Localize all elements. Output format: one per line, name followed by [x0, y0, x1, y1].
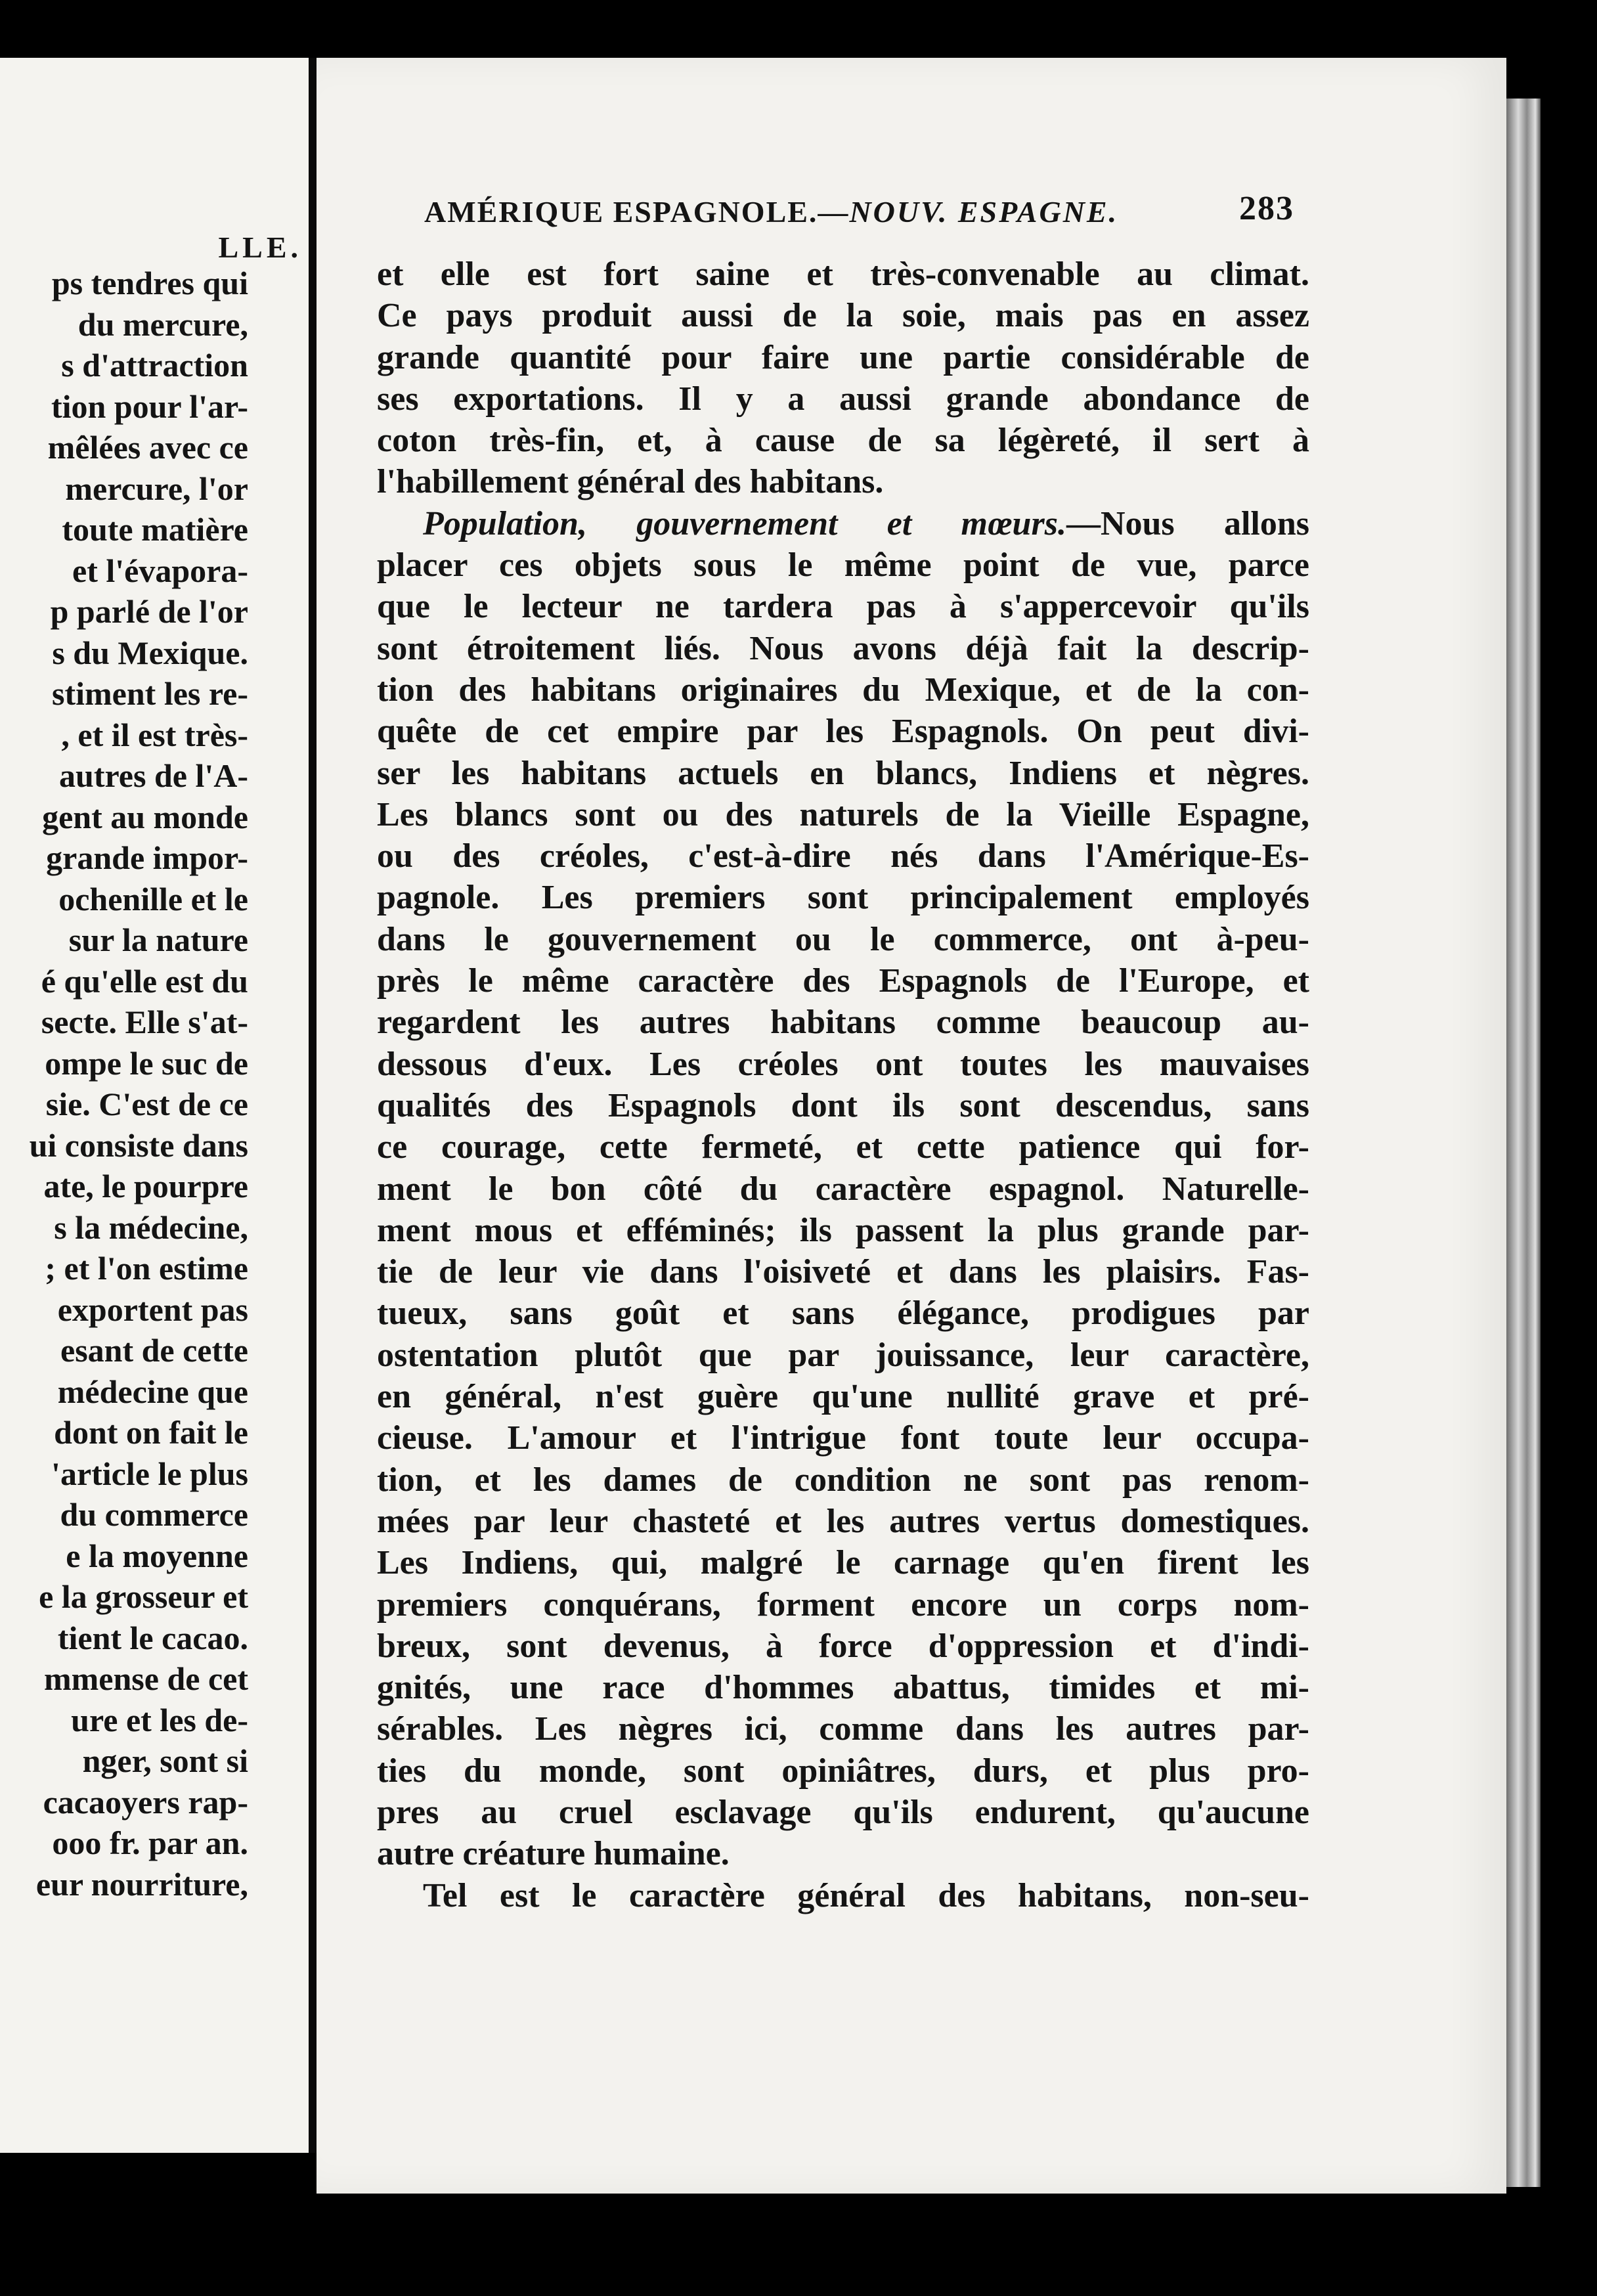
text-line: du commerce: [60, 1496, 248, 1533]
text-line: s la médecine,: [54, 1208, 248, 1246]
text-line: coton très-fin, et, à cause de sa légèreté, il sert à: [377, 422, 1309, 460]
text-line: ooo fr. par an.: [52, 1824, 248, 1861]
page-number: 283: [1239, 190, 1294, 227]
text-line: autres de l'A-: [59, 757, 248, 794]
text-line: eur nourriture,: [35, 1865, 248, 1903]
text-line: é qu'elle est du: [41, 962, 248, 1000]
text-line: ses exportations. Il y a aussi grande abondance de: [377, 380, 1309, 418]
text-line: premiers conquérans, forment encore un corps nom-: [377, 1585, 1309, 1623]
text-line: dans le gouvernement ou le commerce, ont à-peu-: [377, 920, 1309, 958]
text-line: exportent pas: [57, 1291, 248, 1328]
text-line: ochenille et le: [58, 880, 248, 917]
text-line: Ce pays produit aussi de la soie, mais pas en assez: [377, 297, 1309, 335]
text-line: ou des créoles, c'est-à-dire nés dans l'Amérique-Es-: [377, 837, 1309, 875]
running-head-title: AMÉRIQUE ESPAGNOLE.—: [424, 195, 850, 229]
text-line: sie. C'est de ce: [45, 1086, 248, 1122]
text-line: ure et les de-: [71, 1701, 248, 1738]
text-line: ment mous et efféminés; ils passent la plus grande par-: [377, 1211, 1309, 1249]
text-line: mmense de cet: [44, 1660, 248, 1697]
paragraph-heading-line: [377, 503, 1309, 544]
text-line: que le lecteur ne tardera pas à s'appercevoir qu'ils: [377, 588, 1309, 626]
left-running-head: LLE.: [218, 231, 302, 264]
text-line: ser les habitans actuels en blancs, Indiens et nègres.: [377, 754, 1309, 792]
paragraph-heading: Population, gouvernement et mœurs.: [423, 504, 1066, 542]
text-line: cieuse. L'amour et l'intrigue font toute leur occupa-: [377, 1419, 1309, 1457]
text-line: gnités, une race d'hommes abattus, timides et mi-: [377, 1669, 1309, 1707]
text-line: et l'évapora-: [72, 552, 248, 589]
text-line: ompe le suc de: [45, 1044, 248, 1082]
text-line: secte. Elle s'at-: [41, 1004, 248, 1040]
left-page-text: [30, 263, 248, 1905]
text-line: tient le cacao.: [57, 1619, 248, 1656]
text-line: mées par leur chasteté et les autres vertus domestiques.: [377, 1502, 1309, 1540]
text-line: breux, sont devenus, à force d'oppression et d'indi-: [377, 1627, 1309, 1665]
left-facing-page: [0, 58, 309, 2153]
text-line: tion, et les dames de condition ne sont pas renom-: [377, 1461, 1309, 1499]
text-line: tion des habitans originaires du Mexique, et de la con-: [377, 671, 1309, 709]
text-line: ties du monde, sont opiniâtres, durs, et plus pro-: [377, 1752, 1309, 1790]
text-line: quête de cet empire par les Espagnols. On peut divi-: [377, 713, 1309, 751]
running-head: [424, 190, 1294, 229]
text-line: pagnole. Les premiers sont principalement employés: [377, 879, 1309, 917]
book-gutter: [309, 58, 317, 2153]
heading-continuation: —Nous allons: [1066, 504, 1310, 542]
text-line: du mercure,: [77, 305, 248, 343]
text-line: ps tendres qui: [51, 265, 248, 301]
text-line: et elle est fort saine et très-convenable au climat.: [377, 255, 1309, 293]
page-body-text: [377, 254, 1309, 1916]
text-line: sérables. Les nègres ici, comme dans les autres par-: [377, 1710, 1309, 1748]
text-line: sont étroitement liés. Nous avons déjà fait la descrip-: [377, 629, 1309, 667]
text-line: dont on fait le: [54, 1414, 248, 1451]
text-line: esant de cette: [60, 1332, 248, 1369]
text-line: l'habillement général des habitans.: [377, 463, 884, 501]
text-line: ; et l'on estime: [45, 1250, 248, 1287]
text-line: ui consiste dans: [29, 1126, 248, 1164]
text-line: pres au cruel esclavage qu'ils endurent, qu'aucune: [377, 1793, 1309, 1831]
text-line: près le même caractère des Espagnols de l'Europe, et: [377, 962, 1309, 1000]
text-line: gent au monde: [42, 798, 248, 835]
text-line: cacaoyers rap-: [43, 1783, 248, 1821]
text-line: en général, n'est guère qu'une nullité grave et pré-: [377, 1378, 1309, 1416]
text-line: e la moyenne: [66, 1537, 248, 1574]
text-line: Tel est le caractère général des habitans, non-seu-: [423, 1876, 1309, 1914]
text-line: ostentation plutôt que par jouissance, leur caractère,: [377, 1336, 1309, 1374]
text-line: tie de leur vie dans l'oisiveté et dans les plaisirs. Fas-: [377, 1253, 1309, 1291]
text-line: ce courage, cette fermeté, et cette patience qui for-: [377, 1128, 1309, 1166]
text-line: qualités des Espagnols dont ils sont descendus, sans: [377, 1086, 1309, 1124]
text-line: nger, sont si: [82, 1742, 248, 1779]
text-line: médecine que: [57, 1373, 248, 1410]
text-line: ate, le pourpre: [43, 1168, 248, 1204]
text-line: sur la nature: [68, 921, 248, 958]
text-line: mêlées avec ce: [47, 429, 248, 466]
text-line: p parlé de l'or: [50, 593, 248, 630]
text-line: regardent les autres habitans comme beaucoup au-: [377, 1004, 1309, 1042]
text-line: s du Mexique.: [52, 634, 248, 671]
text-line: mercure, l'or: [65, 470, 248, 507]
text-line: ment le bon côté du caractère espagnol. Naturelle-: [377, 1170, 1309, 1208]
text-line: s d'attraction: [61, 347, 248, 384]
text-line: grande quantité pour faire une partie considérable de: [377, 338, 1309, 376]
text-line: tueux, sans goût et sans élégance, prodigues par: [377, 1294, 1309, 1333]
text-line: autre créature humaine.: [377, 1835, 730, 1873]
text-line: stiment les re-: [52, 675, 248, 712]
text-line: dessous d'eux. Les créoles ont toutes les mauvaises: [377, 1045, 1309, 1083]
text-line: e la grosseur et: [39, 1578, 248, 1615]
text-line: tion pour l'ar-: [51, 387, 248, 425]
running-head-section: NOUV. ESPAGNE.: [849, 195, 1119, 229]
text-line: Les Indiens, qui, malgré le carnage qu'en firent les: [377, 1544, 1309, 1582]
text-line: placer ces objets sous le même point de vue, parce: [377, 546, 1309, 585]
text-line: 'article le plus: [51, 1455, 248, 1492]
page-edge-stack: [1506, 99, 1541, 2187]
text-line: , et il est très-: [61, 716, 248, 753]
text-line: toute matière: [62, 511, 248, 548]
text-line: Les blancs sont ou des naturels de la Vieille Espagne,: [377, 795, 1309, 833]
text-line: grande impor-: [46, 839, 248, 876]
